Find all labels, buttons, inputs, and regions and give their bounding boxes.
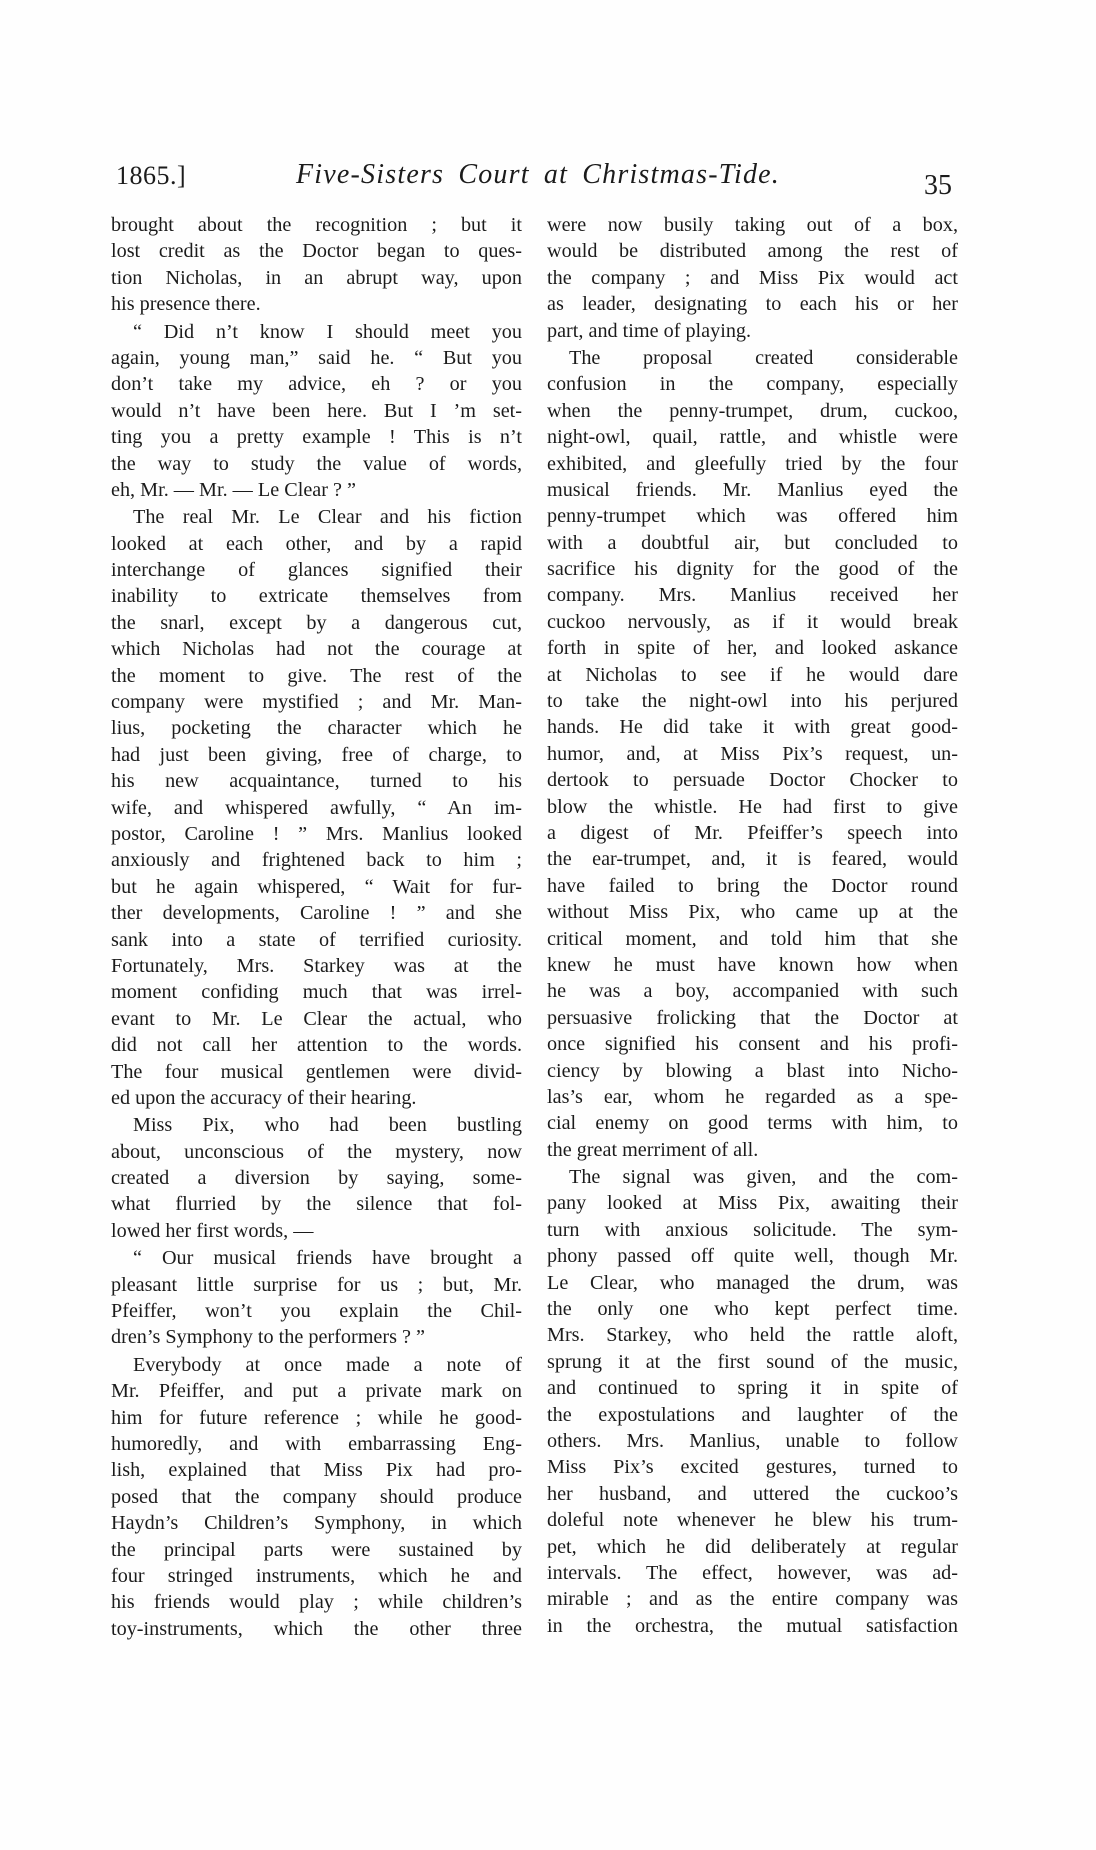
text-line: The four musical gentlemen were divid-: [111, 1060, 522, 1083]
text-line: again, young man,” said he. “ But you: [111, 346, 522, 369]
text-line: ther developments, Caroline ! ” and she: [111, 902, 522, 925]
text-line: the expostulations and laughter of the: [547, 1403, 958, 1426]
text-line: the great merriment of all.: [547, 1138, 759, 1161]
text-line: others. Mrs. Manlius, unable to follow: [547, 1429, 958, 1452]
text-line: ciency by blowing a blast into Nicho-: [547, 1059, 958, 1082]
text-line: a digest of Mr. Pfeiffer’s speech into: [547, 821, 958, 844]
page-number: 35: [924, 170, 952, 201]
text-line: hands. He did take it with great good-: [547, 716, 958, 739]
text-line: sacrifice his dignity for the good of the: [547, 558, 958, 581]
text-line: Haydn’s Children’s Symphony, in which: [111, 1512, 522, 1535]
text-column-left: [111, 212, 522, 1642]
text-line: had just been giving, free of charge, to: [111, 743, 522, 766]
text-line: sank into a state of terrified curiosity.: [111, 928, 522, 951]
text-line: the company ; and Miss Pix would act: [547, 266, 958, 289]
text-line: pet, which he did deliberately at regular: [547, 1535, 958, 1558]
text-line: Pfeiffer, won’t you explain the Chil-: [111, 1300, 522, 1323]
paragraph: [111, 212, 522, 318]
text-line: but he again whispered, “ Wait for fur-: [111, 875, 522, 898]
text-line: once signified his consent and his profi-: [547, 1033, 958, 1056]
text-line: Mrs. Starkey, who held the rattle aloft,: [547, 1324, 958, 1347]
text-line: looked at each other, and by a rapid: [111, 532, 522, 555]
text-line: pany looked at Miss Pix, awaiting their: [547, 1192, 958, 1215]
text-line: musical friends. Mr. Manlius eyed the: [547, 478, 958, 501]
text-line: evant to Mr. Le Clear the actual, who: [111, 1007, 522, 1030]
text-line: company were mystified ; and Mr. Man-: [111, 691, 522, 714]
text-line: mirable ; and as the entire company was: [547, 1588, 958, 1611]
paragraph: [111, 319, 522, 504]
text-column-right: [547, 212, 958, 1639]
text-line: The real Mr. Le Clear and his fiction: [133, 506, 522, 529]
text-line: Miss Pix, who had been bustling: [133, 1114, 522, 1137]
text-line: about, unconscious of the mystery, now: [111, 1140, 522, 1163]
text-line: did not call her attention to the words.: [111, 1034, 522, 1057]
text-line: las’s ear, whom he regarded as a spe-: [547, 1085, 958, 1108]
text-line: Miss Pix’s excited gestures, turned to: [547, 1456, 958, 1479]
text-line: created a diversion by saying, some-: [111, 1167, 522, 1190]
running-head-title: Five-Sisters Court at Christmas-Tide.: [296, 159, 780, 190]
text-line: dertook to persuade Doctor Chocker to: [547, 769, 958, 792]
running-head-year: 1865.]: [116, 161, 187, 190]
text-line: and continued to spring it in spite of: [547, 1377, 958, 1400]
text-line: the only one who kept perfect time.: [547, 1298, 958, 1321]
text-line: Fortunately, Mrs. Starkey was at the: [111, 954, 522, 977]
text-line: lish, explained that Miss Pix had pro-: [111, 1459, 522, 1482]
running-head: [0, 150, 1096, 200]
text-line: interchange of glances signified their: [111, 559, 522, 582]
text-line: cuckoo nervously, as if it would break: [547, 610, 958, 633]
text-line: critical moment, and told him that she: [547, 927, 958, 950]
text-line: four stringed instruments, which he and: [111, 1564, 522, 1587]
paragraph: [111, 1352, 522, 1642]
text-line: the principal parts were sustained by: [111, 1538, 522, 1561]
text-line: toy-instruments, which the other three: [111, 1617, 522, 1640]
text-line: lius, pocketing the character which he: [111, 717, 522, 740]
text-line: intervals. The effect, however, was ad-: [547, 1561, 958, 1584]
text-line: ed upon the accuracy of their hearing.: [111, 1086, 417, 1109]
text-line: his friends would play ; while children’s: [111, 1591, 522, 1614]
text-line: humoredly, and with embarrassing Eng-: [111, 1432, 522, 1455]
paragraph: [111, 504, 522, 1111]
text-line: at Nicholas to see if he would dare: [547, 663, 958, 686]
text-line: company. Mrs. Manlius received her: [547, 584, 958, 607]
paragraph: [547, 345, 958, 1163]
text-line: Le Clear, who managed the drum, was: [547, 1271, 958, 1294]
text-line: postor, Caroline ! ” Mrs. Manlius looked: [111, 822, 522, 845]
text-line: the moment to give. The rest of the: [111, 664, 522, 687]
paragraph: [111, 1112, 522, 1244]
paragraph: [547, 1164, 958, 1639]
text-line: dren’s Symphony to the performers ? ”: [111, 1326, 425, 1349]
text-line: sprung it at the first sound of the music,: [547, 1350, 958, 1373]
text-line: his new acquaintance, turned to his: [111, 770, 522, 793]
text-line: would be distributed among the rest of: [547, 240, 958, 263]
text-line: “ Did n’t know I should meet you: [133, 320, 522, 343]
text-line: The signal was given, and the com-: [569, 1166, 958, 1189]
text-line: don’t take my advice, eh ? or you: [111, 373, 522, 396]
text-line: humor, and, at Miss Pix’s request, un-: [547, 742, 958, 765]
text-line: eh, Mr. — Mr. — Le Clear ? ”: [111, 478, 356, 501]
text-line: “ Our musical friends have brought a: [133, 1247, 522, 1270]
text-line: blow the whistle. He had first to give: [547, 795, 958, 818]
text-line: wife, and whispered awfully, “ An im-: [111, 796, 522, 819]
text-line: phony passed off quite well, though Mr.: [547, 1245, 958, 1268]
text-line: in the orchestra, the mutual satisfaction: [547, 1614, 958, 1637]
text-line: which Nicholas had not the courage at: [111, 638, 522, 661]
text-line: confusion in the company, especially: [547, 373, 958, 396]
text-line: persuasive frolicking that the Doctor at: [547, 1006, 958, 1029]
text-line: him for future reference ; while he good-: [111, 1406, 522, 1429]
text-line: posed that the company should produce: [111, 1485, 522, 1508]
text-line: brought about the recognition ; but it: [111, 214, 522, 236]
text-line: the snarl, except by a dangerous cut,: [111, 611, 522, 634]
text-line: turn with anxious solicitude. The sym-: [547, 1218, 958, 1241]
text-line: knew he must have known how when: [547, 953, 958, 976]
text-line: night-owl, quail, rattle, and whistle were: [547, 426, 958, 449]
text-line: when the penny-trumpet, drum, cuckoo,: [547, 399, 958, 422]
text-line: would n’t have been here. But I ’m set-: [111, 399, 522, 422]
text-line: pleasant little surprise for us ; but, Mr.: [111, 1273, 522, 1296]
text-line: doleful note whenever he blew his trum-: [547, 1509, 958, 1532]
text-line: what flurried by the silence that fol-: [111, 1193, 522, 1216]
text-line: lost credit as the Doctor began to ques-: [111, 240, 522, 263]
text-line: The proposal created considerable: [569, 346, 958, 369]
text-line: ting you a pretty example ! This is n’t: [111, 426, 522, 449]
text-line: her husband, and uttered the cuckoo’s: [547, 1482, 958, 1505]
text-line: as leader, designating to each his or her: [547, 293, 958, 316]
text-line: inability to extricate themselves from: [111, 585, 522, 608]
text-line: Everybody at once made a note of: [133, 1353, 522, 1376]
text-line: with a doubtful air, but concluded to: [547, 531, 958, 554]
text-line: without Miss Pix, who came up at the: [547, 901, 958, 924]
text-line: to take the night-owl into his perjured: [547, 690, 958, 713]
text-line: Mr. Pfeiffer, and put a private mark on: [111, 1380, 522, 1403]
text-line: exhibited, and gleefully tried by the four: [547, 452, 958, 475]
text-line: anxiously and frightened back to him ;: [111, 849, 522, 872]
text-line: his presence there.: [111, 293, 261, 316]
bottom-margin: [0, 1700, 1096, 1850]
text-line: tion Nicholas, in an abrupt way, upon: [111, 266, 522, 289]
text-line: cial enemy on good terms with him, to: [547, 1112, 958, 1135]
text-line: forth in spite of her, and looked askance: [547, 637, 958, 660]
text-line: the way to study the value of words,: [111, 452, 522, 475]
text-line: were now busily taking out of a box,: [547, 214, 958, 236]
text-line: have failed to bring the Doctor round: [547, 874, 958, 897]
text-line: penny-trumpet which was offered him: [547, 505, 958, 528]
paragraph: [111, 1245, 522, 1351]
text-line: lowed her first words, —: [111, 1219, 314, 1242]
paragraph: [547, 212, 958, 344]
text-line: part, and time of playing.: [547, 319, 752, 342]
text-line: he was a boy, accompanied with such: [547, 980, 958, 1003]
text-line: the ear-trumpet, and, it is feared, would: [547, 848, 958, 871]
text-line: moment confiding much that was irrel-: [111, 981, 522, 1004]
